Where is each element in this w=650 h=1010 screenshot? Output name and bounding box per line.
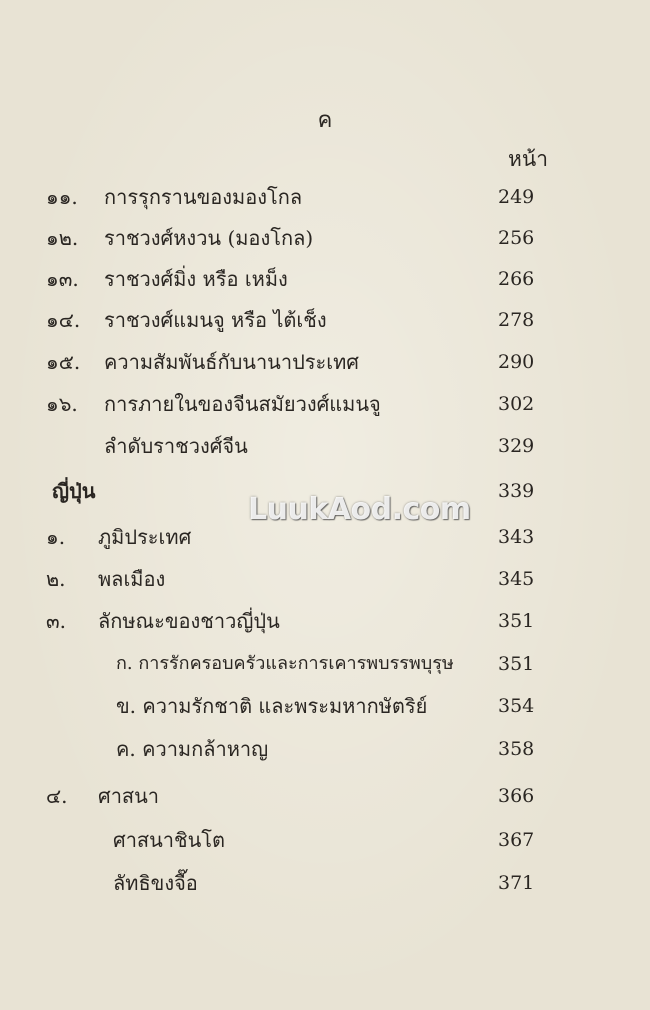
toc-subentry — [0, 823, 650, 857]
toc-entry-page: 345 — [498, 568, 535, 590]
toc-entry — [0, 562, 650, 596]
toc-entry-number: ๑๒. — [46, 226, 79, 250]
toc-entry — [0, 604, 650, 638]
toc-subentry-title: ค. ความกล้าหาญ — [116, 737, 269, 761]
toc-subentry — [0, 647, 650, 681]
toc-subentry — [0, 689, 650, 723]
toc-entry-title: ราชวงศ์มิ่ง หรือ เหม็ง — [104, 267, 288, 291]
toc-section-title: ญี่ปุ่น — [52, 479, 96, 503]
toc-entry-number: ๑๓. — [46, 267, 79, 291]
toc-entry-number: ๒. — [46, 567, 66, 591]
toc-entry — [0, 387, 650, 421]
toc-entry-page: 367 — [498, 829, 535, 851]
toc-entry-title: ศาสนา — [98, 784, 160, 808]
toc-entry-number: ๑. — [46, 525, 66, 549]
page-column-header: หน้า — [508, 147, 548, 171]
toc-entry-page: 339 — [498, 480, 535, 502]
toc-entry-title: ความสัมพันธ์กับนานาประเทศ — [104, 350, 359, 374]
toc-subentry-title: ศาสนาชินโต — [113, 828, 226, 852]
toc-entry — [0, 345, 650, 379]
toc-subentry-title: ข. ความรักชาติ และพระมหากษัตริย์ — [116, 694, 428, 718]
toc-entry-number: ๑๔. — [46, 308, 81, 332]
toc-entry-number: ๓. — [46, 609, 67, 633]
toc-entry-title: ลักษณะของชาวญี่ปุ่น — [98, 609, 280, 633]
toc-entry-title: ภูมิประเทศ — [98, 525, 192, 549]
toc-entry-title: พลเมือง — [98, 567, 166, 591]
toc-subentry — [0, 732, 650, 766]
toc-entry — [0, 303, 650, 337]
toc-subentry-title: ก. การรักครอบครัวและการเคารพบรรพบุรุษ — [116, 653, 454, 674]
toc-entry-title: การภายในของจีนสมัยวงศ์แมนจู — [104, 392, 381, 416]
toc-entry-page: 266 — [498, 268, 535, 290]
toc-subentry-title: ลัทธิขงจื๊อ — [113, 871, 198, 895]
toc-entry-number: ๑๑. — [46, 185, 78, 209]
toc-entry — [0, 221, 650, 255]
toc-entry-page: 343 — [498, 526, 535, 548]
toc-entry-page: 278 — [498, 309, 535, 331]
toc-entry-title: ราชวงศ์แมนจู หรือ ไต้เช็ง — [104, 308, 327, 332]
toc-entry-title: ลำดับราชวงศ์จีน — [104, 434, 248, 458]
toc-entry — [0, 429, 650, 463]
toc-entry-page: 249 — [498, 186, 535, 208]
toc-entry — [0, 779, 650, 813]
toc-entry-page: 290 — [498, 351, 535, 373]
toc-entry-page: 358 — [498, 738, 535, 760]
toc-entry — [0, 180, 650, 214]
toc-subentry — [0, 866, 650, 900]
toc-entry-page: 366 — [498, 785, 535, 807]
toc-entry-page: 351 — [498, 653, 535, 675]
toc-entry-page: 302 — [498, 393, 535, 415]
toc-entry-page: 354 — [498, 695, 535, 717]
toc-entry-number: ๑๕. — [46, 350, 81, 374]
toc-entry-page: 351 — [498, 610, 535, 632]
toc-entry-number: ๑๖. — [46, 392, 78, 416]
toc-entry-title: การรุกรานของมองโกล — [104, 185, 303, 209]
toc-entry-page: 256 — [498, 227, 535, 249]
page-letter: ค — [317, 108, 333, 133]
site-watermark: LuukAod.com — [248, 492, 471, 527]
toc-entry-page: 371 — [498, 872, 535, 894]
toc-entry — [0, 262, 650, 296]
toc-entry-title: ราชวงศ์หงวน (มองโกล) — [104, 226, 314, 250]
toc-entry-page: 329 — [498, 435, 535, 457]
toc-entry-number: ๔. — [46, 784, 68, 808]
